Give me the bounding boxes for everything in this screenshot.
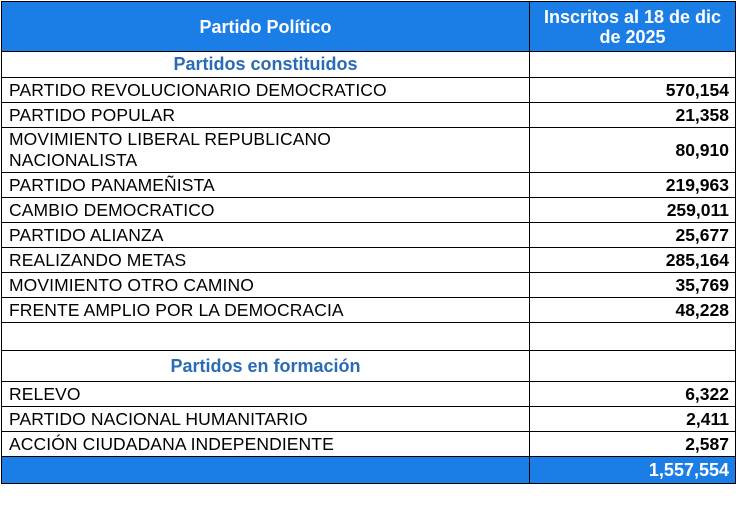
section-title-forming: Partidos en formación: [2, 351, 530, 382]
party-count: 219,963: [530, 173, 736, 198]
party-count: 35,769: [530, 273, 736, 298]
party-count: 2,587: [530, 432, 736, 457]
table-row: [2, 298, 736, 323]
table-row: [2, 407, 736, 432]
party-name: FRENTE AMPLIO POR LA DEMOCRACIA: [2, 298, 530, 323]
party-name: REALIZANDO METAS: [2, 248, 530, 273]
count-column-header: Inscritos al 18 de dic de 2025: [530, 2, 736, 52]
party-name: CAMBIO DEMOCRATICO: [2, 198, 530, 223]
empty-cell: [530, 323, 736, 351]
party-count: 25,677: [530, 223, 736, 248]
section-row-constituted: [2, 52, 736, 78]
total-row: [2, 457, 736, 484]
table-row: [2, 432, 736, 457]
party-count: 570,154: [530, 78, 736, 103]
party-count: 6,322: [530, 382, 736, 407]
party-name: ACCIÓN CIUDADANA INDEPENDIENTE: [2, 432, 530, 457]
party-count: 285,164: [530, 248, 736, 273]
table-row: [2, 248, 736, 273]
empty-cell: [530, 351, 736, 382]
total-value: 1,557,554: [530, 457, 736, 484]
party-count: 259,011: [530, 198, 736, 223]
table-row: [2, 198, 736, 223]
party-name: MOVIMIENTO OTRO CAMINO: [2, 273, 530, 298]
party-column-header: Partido Político: [2, 2, 530, 52]
table-row: [2, 103, 736, 128]
party-count: 48,228: [530, 298, 736, 323]
party-name: RELEVO: [2, 382, 530, 407]
table-row: [2, 78, 736, 103]
party-name: PARTIDO REVOLUCIONARIO DEMOCRATICO: [2, 78, 530, 103]
party-name: PARTIDO POPULAR: [2, 103, 530, 128]
party-registration-table: [1, 1, 736, 484]
table-row: [2, 128, 736, 173]
party-name: PARTIDO ALIANZA: [2, 223, 530, 248]
party-name: PARTIDO NACIONAL HUMANITARIO: [2, 407, 530, 432]
spacer-row: [2, 323, 736, 351]
party-name: MOVIMIENTO LIBERAL REPUBLICANO NACIONALISTA: [2, 128, 530, 173]
party-count: 2,411: [530, 407, 736, 432]
party-name: PARTIDO PANAMEÑISTA: [2, 173, 530, 198]
party-count: 80,910: [530, 128, 736, 173]
table-row: [2, 223, 736, 248]
total-label-cell: [2, 457, 530, 484]
header-row: [2, 2, 736, 52]
table-row: [2, 273, 736, 298]
empty-cell: [2, 323, 530, 351]
section-title-constituted: Partidos constituidos: [2, 52, 530, 78]
table-row: [2, 173, 736, 198]
table-row: [2, 382, 736, 407]
section-row-forming: [2, 351, 736, 382]
empty-cell: [530, 52, 736, 78]
party-count: 21,358: [530, 103, 736, 128]
